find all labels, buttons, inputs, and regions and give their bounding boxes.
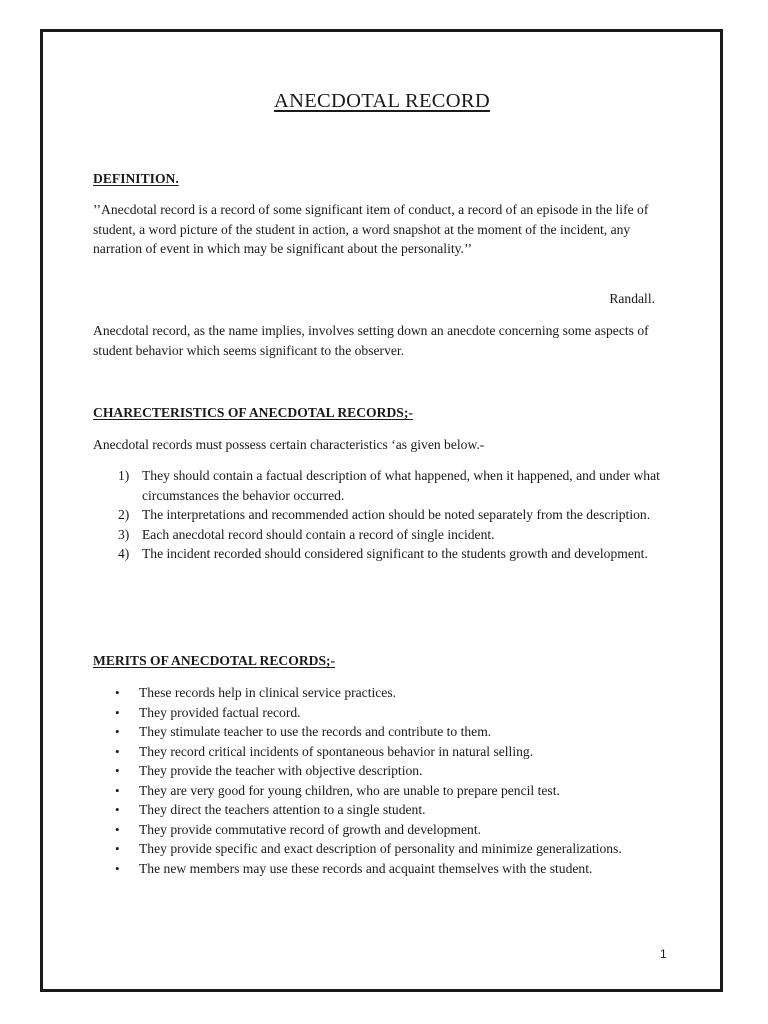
bullet-icon: • bbox=[115, 685, 120, 700]
definition-explanation: Anecdotal record, as the name implies, involves setting down an anecdote concerning some aspects of student behavior which seems significant to the observer. bbox=[93, 323, 649, 358]
characteristics-list bbox=[93, 466, 671, 564]
list-item bbox=[93, 505, 671, 525]
bullet-icon: • bbox=[115, 724, 120, 739]
list-item bbox=[93, 525, 671, 545]
list-item-text: The new members may use these records and acquaint themselves with the student. bbox=[139, 860, 593, 876]
list-item-text: Each anecdotal record should contain a record of single incident. bbox=[142, 526, 495, 542]
page-number: 1 bbox=[660, 947, 667, 961]
definition-quote: ’’Anecdotal record is a record of some significant item of conduct, a record of an episode in the life of student, a word picture of the student in action, a word snapshot at the moment of the incident, any narration of event in which may be significant about the personality.’’ bbox=[93, 202, 649, 256]
list-item bbox=[93, 544, 671, 564]
list-item bbox=[93, 722, 671, 742]
list-item bbox=[93, 761, 671, 781]
list-item-text: The interpretations and recommended action should be noted separately from the description. bbox=[142, 507, 651, 522]
bullet-icon: • bbox=[115, 841, 120, 856]
list-item-text: The incident recorded should considered significant to the students growth and development. bbox=[142, 546, 648, 561]
list-item-text: They direct the teachers attention to a single student. bbox=[139, 802, 426, 817]
merits-list bbox=[93, 683, 671, 878]
list-item bbox=[93, 800, 671, 820]
list-item bbox=[93, 683, 671, 703]
list-item-text: They provide the teacher with objective description. bbox=[139, 763, 423, 778]
list-item-text: They stimulate teacher to use the records and contribute to them. bbox=[139, 724, 492, 739]
list-item-text: They provide specific and exact description of personality and minimize generalizations. bbox=[139, 841, 622, 856]
list-item bbox=[93, 859, 671, 879]
list-item bbox=[93, 781, 671, 801]
list-item-text: They provide commutative record of growth and development. bbox=[139, 821, 482, 837]
characteristics-heading: CHARECTERISTICS OF ANECDOTAL RECORDS;- bbox=[93, 405, 413, 420]
list-item-text: These records help in clinical service practices. bbox=[139, 685, 397, 700]
list-item-number: 2) bbox=[118, 507, 130, 522]
characteristics-intro: Anecdotal records must possess certain characteristics ‘as given below.- bbox=[93, 437, 485, 452]
bullet-icon: • bbox=[115, 704, 120, 720]
bullet-icon: • bbox=[115, 860, 120, 876]
list-item-text: They are very good for young children, who are unable to prepare pencil test. bbox=[139, 782, 560, 798]
list-item bbox=[93, 742, 671, 762]
bullet-icon: • bbox=[115, 743, 120, 759]
list-item bbox=[93, 820, 671, 840]
list-item-text: They should contain a factual description of what happened, when it happened, and under what circumstances the behavior occurred. bbox=[142, 468, 660, 503]
document-title: ANECDOTAL RECORD bbox=[274, 90, 490, 112]
bullet-icon: • bbox=[115, 763, 120, 778]
list-item-text: They provided factual record. bbox=[139, 704, 301, 720]
list-item-text: They record critical incidents of spontaneous behavior in natural selling. bbox=[139, 743, 534, 759]
bullet-icon: • bbox=[115, 782, 120, 798]
bullet-icon: • bbox=[115, 821, 120, 837]
definition-heading: DEFINITION. bbox=[93, 171, 179, 186]
list-item bbox=[93, 839, 671, 859]
list-item-number: 4) bbox=[118, 546, 130, 561]
bullet-icon: • bbox=[115, 802, 120, 817]
list-item-number: 1) bbox=[118, 468, 130, 483]
list-item-number: 3) bbox=[118, 526, 130, 542]
merits-heading: MERITS OF ANECDOTAL RECORDS;- bbox=[93, 653, 336, 668]
list-item bbox=[93, 703, 671, 723]
definition-author: Randall. bbox=[609, 291, 655, 306]
list-item bbox=[93, 466, 671, 505]
